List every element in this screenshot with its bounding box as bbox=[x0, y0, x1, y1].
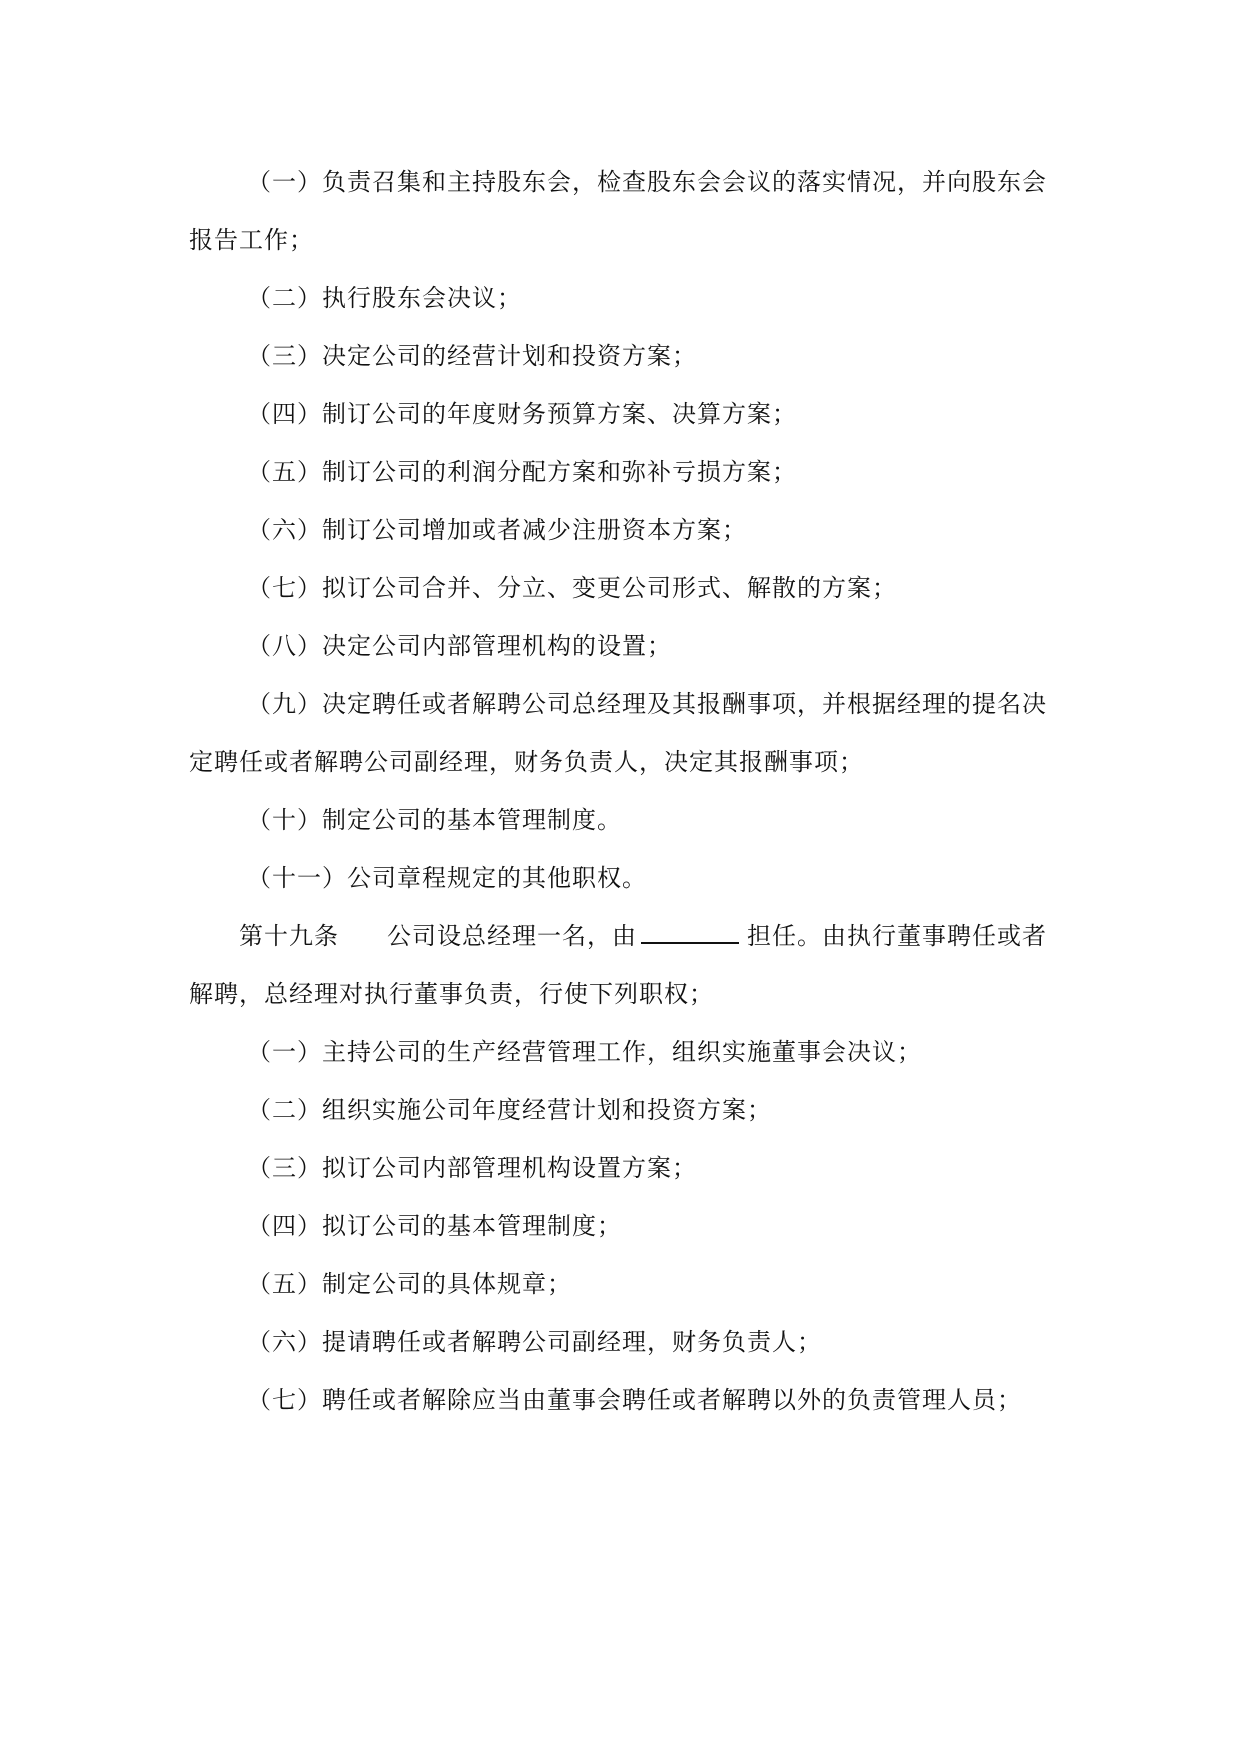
manager-duty-4: （四）拟订公司的基本管理制度； bbox=[247, 1212, 622, 1240]
board-duty-1-line-1: （一）负责召集和主持股东会，检查股东会会议的落实情况，并向股东会 bbox=[247, 168, 1047, 196]
article-19-line-1 bbox=[239, 920, 1047, 952]
board-duty-5: （五）制订公司的利润分配方案和弥补亏损方案； bbox=[247, 458, 797, 486]
board-duty-9-line-1: （九）决定聘任或者解聘公司总经理及其报酬事项，并根据经理的提名决 bbox=[247, 690, 1047, 718]
manager-duty-5: （五）制定公司的具体规章； bbox=[247, 1270, 572, 1298]
blank-fill-line bbox=[641, 920, 739, 944]
board-duty-10: （十）制定公司的基本管理制度。 bbox=[247, 806, 622, 834]
article-19-text-before-blank: 公司设总经理一名，由 bbox=[387, 922, 637, 950]
manager-duty-3: （三）拟订公司内部管理机构设置方案； bbox=[247, 1154, 697, 1182]
article-19-text-after-blank: 担任。由执行董事聘任或者 bbox=[747, 922, 1047, 950]
board-duty-3: （三）决定公司的经营计划和投资方案； bbox=[247, 342, 697, 370]
board-duty-9-line-2: 定聘任或者解聘公司副经理，财务负责人，决定其报酬事项； bbox=[189, 748, 864, 776]
manager-duty-1: （一）主持公司的生产经营管理工作，组织实施董事会决议； bbox=[247, 1038, 922, 1066]
board-duty-6: （六）制订公司增加或者减少注册资本方案； bbox=[247, 516, 747, 544]
article-19-line-2: 解聘，总经理对执行董事负责，行使下列职权； bbox=[189, 980, 714, 1008]
manager-duty-7: （七）聘任或者解除应当由董事会聘任或者解聘以外的负责管理人员； bbox=[247, 1386, 1022, 1414]
manager-duty-6: （六）提请聘任或者解聘公司副经理，财务负责人； bbox=[247, 1328, 822, 1356]
board-duty-11: （十一）公司章程规定的其他职权。 bbox=[247, 864, 647, 892]
board-duty-4: （四）制订公司的年度财务预算方案、决算方案； bbox=[247, 400, 797, 428]
board-duty-8: （八）决定公司内部管理机构的设置； bbox=[247, 632, 672, 660]
article-19-label: 第十九条 bbox=[239, 922, 339, 950]
board-duty-7: （七）拟订公司合并、分立、变更公司形式、解散的方案； bbox=[247, 574, 897, 602]
board-duty-1-line-2: 报告工作； bbox=[189, 226, 314, 254]
manager-duty-2: （二）组织实施公司年度经营计划和投资方案； bbox=[247, 1096, 772, 1124]
board-duty-2: （二）执行股东会决议； bbox=[247, 284, 522, 312]
